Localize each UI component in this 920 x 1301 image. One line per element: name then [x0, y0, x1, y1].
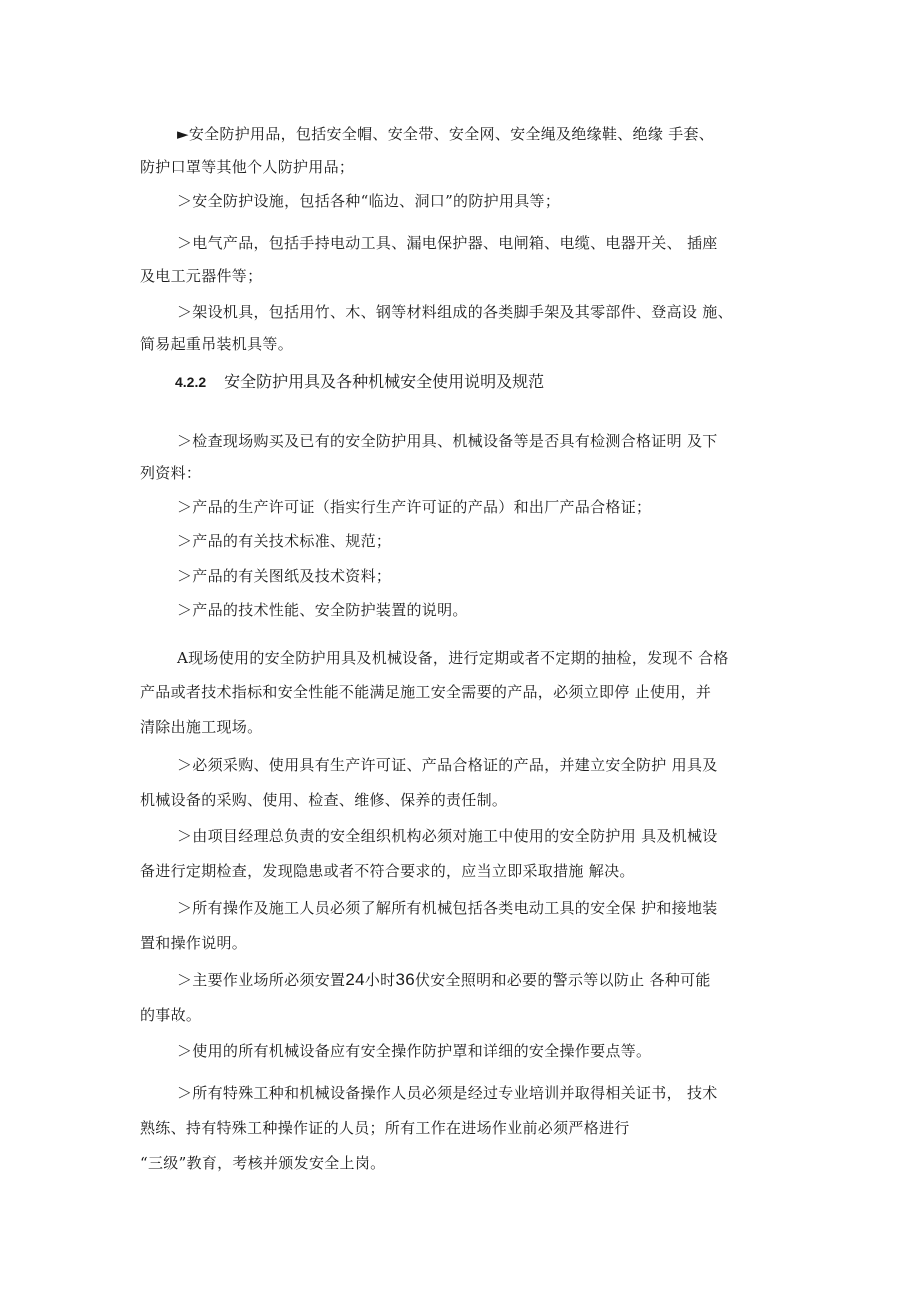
volts-value: 36 — [395, 970, 415, 989]
text-span: ＞主要作业场所必须安置 — [177, 971, 346, 989]
text-line: 的事故。 — [140, 1006, 202, 1024]
text-line: “三级”教育，考核并颁发安全上岗。 — [140, 1154, 386, 1172]
text-line: 产品或者技术指标和安全性能不能满足施工安全需要的产品，必须立即停 止使用，并 — [140, 683, 712, 701]
text-line: ＞检查现场购买及已有的安全防护用具、机械设备等是否具有检测合格证明 及下 — [177, 432, 718, 450]
text-line: 列资料： — [140, 464, 202, 482]
text-line: 熟练、持有特殊工种操作证的人员；所有工作在进场作业前必须严格进行 — [140, 1119, 630, 1137]
text-line: A现场使用的安全防护用具及机械设备，进行定期或者不定期的抽检，发现不 合格 — [177, 649, 729, 667]
text-line: 机械设备的采购、使用、检查、维修、保养的责任制。 — [140, 791, 508, 809]
text-line: 简易起重吊装机具等。 — [140, 335, 294, 353]
text-line: ＞产品的技术性能、安全防护装置的说明。 — [177, 601, 468, 619]
hours-value: 24 — [345, 970, 365, 989]
section-title: 安全防护用具及各种机械安全使用说明及规范 — [224, 372, 545, 391]
text-line: ＞所有操作及施工人员必须了解所有机械包括各类电动工具的安全保 护和接地装 — [177, 899, 718, 917]
text-line: ＞产品的有关技术标准、规范； — [177, 532, 392, 550]
text-line: ＞架设机具，包括用竹、木、钢等材料组成的各类脚手架及其零部件、登高设 施、 — [177, 303, 733, 321]
text-span: 伏安全照明和必要的警示等以防止 各种可能 — [414, 971, 711, 989]
text-line: 备进行定期检查，发现隐患或者不符合要求的，应当立即采取措施 解决。 — [140, 862, 635, 880]
text-line: ＞安全防护设施，包括各种“临边、洞口”的防护用具等； — [177, 192, 561, 210]
text-span: 小时 — [364, 971, 396, 989]
text-line: ＞产品的生产许可证（指实行生产许可证的产品）和出厂产品合格证； — [177, 498, 652, 516]
text-line: 及电工元器件等； — [140, 267, 263, 285]
text-line: 清除出施工现场。 — [140, 718, 263, 736]
text-line: ►安全防护用品，包括安全帽、安全带、安全网、安全绳及绝缘鞋、绝缘 手套、 — [177, 125, 715, 143]
text-line: ＞必须采购、使用具有生产许可证、产品合格证的产品，并建立安全防护 用具及 — [177, 756, 718, 774]
text-line: 置和操作说明。 — [140, 934, 248, 952]
text-line: ＞产品的有关图纸及技术资料； — [177, 567, 392, 585]
section-number: 4.2.2 — [175, 374, 207, 390]
section-heading — [175, 372, 544, 392]
text-line: ＞使用的所有机械设备应有安全操作防护罩和详细的安全操作要点等。 — [177, 1042, 652, 1060]
text-line: ＞电气产品，包括手持电动工具、漏电保护器、电闸箱、电缆、电器开关、 插座 — [177, 234, 718, 252]
text-line: ＞由项目经理总负责的安全组织机构必须对施工中使用的安全防护用 具及机械设 — [177, 827, 718, 845]
text-line: ＞所有特殊工种和机械设备操作人员必须是经过专业培训并取得相关证书， 技术 — [177, 1084, 718, 1102]
text-line — [177, 970, 711, 990]
text-line: 防护口罩等其他个人防护用品； — [140, 158, 355, 176]
